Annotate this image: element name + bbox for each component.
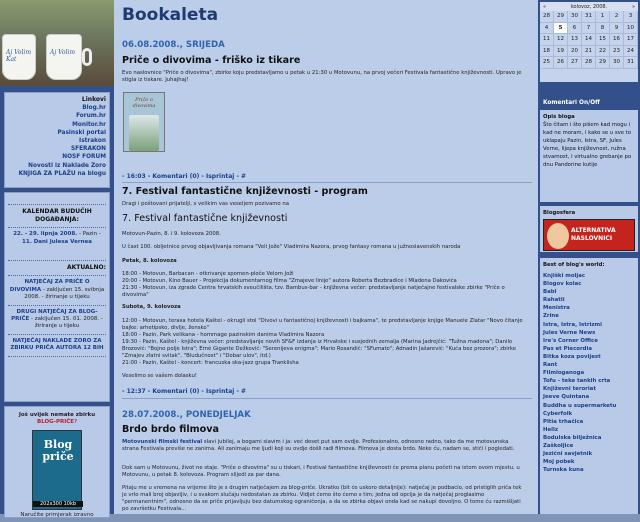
post-2-lead: Dragi i poštovani prijatelji, s velikim vas veseljem pozivamo na <box>122 201 289 207</box>
post-3-body-3: Pitaju me u vremena na vrijeme što je s drugim natječajem za blog-priče. Ukratko (bit će uskoro detaljnije): natječaj je podbacio, od pristiglih priča tek je vrlo mali broj objavljiv, i u svakom slučaju nedostatan za zbirku. Vidjet ćemo što ćemo s tim; jedna od opcija je da natječaj proglasimo "permanentnim", odnosno da se priče prijavljuju bez datumskog ograničenja, a da se zbirka objavi onda kad se nakupi dovoljno. O tome ću razmišljati po završetku Festivala... <box>122 485 522 512</box>
link-nosf-forum[interactable]: NOSF FORUM <box>62 154 106 161</box>
post-2-day1: Petak, 8. kolovoza <box>122 258 177 264</box>
book-promo-panel: Još uvijek nemate zbirku BLOG-PRIČE? Blog priče 202x300 10kb Naručite primjerak izravno <box>4 406 110 518</box>
best-of-link[interactable]: Blogov kolac <box>543 281 582 288</box>
calendar-day[interactable]: 12 <box>554 34 568 46</box>
calendar-day[interactable]: 30 <box>568 11 582 23</box>
best-of-link[interactable]: Bitka koza povijest <box>543 353 601 360</box>
calendar-day[interactable]: 14 <box>582 34 596 46</box>
calendar-day[interactable]: 20 <box>568 46 582 58</box>
post-2-permalink[interactable]: # <box>241 388 247 395</box>
post-3-body-2: Dok sam u Motovunu, život ne staje. "Priče o divovima" su u tiskari, i Festival fantastične književnosti će prema planu početi na istom ovom mjestu, u Motovunu, u petak 8. kolovoza. Program slijedi za par dana. <box>122 465 520 478</box>
calendar-day[interactable]: 2 <box>610 11 624 23</box>
calendar-day[interactable]: 9 <box>610 23 624 35</box>
link-monitor[interactable]: Monitor.hr <box>72 121 106 128</box>
best-of-link[interactable]: Jezični savjetnik <box>543 451 593 458</box>
calendar-prev-button[interactable]: « <box>543 3 547 10</box>
post-1-cover-text: Priče o divovima <box>132 97 156 109</box>
post-1-permalink[interactable]: # <box>241 173 247 180</box>
actual-item-1-link[interactable]: NATJEČAJ ZA PRIČE O DIVOVIMA <box>9 279 90 293</box>
calendar-day[interactable]: 6 <box>568 23 582 35</box>
best-of-link[interactable]: Rant <box>543 362 558 369</box>
calendar-day[interactable]: 24 <box>624 46 638 58</box>
best-of-link[interactable]: Buddha u supermarketu <box>543 402 617 409</box>
mug-right <box>46 34 82 80</box>
best-of-link[interactable]: Bodulska bilježnica <box>543 434 602 441</box>
actual-title: AKTUALNO: <box>66 264 106 272</box>
post-2-comments[interactable]: Komentari (0) <box>152 388 200 395</box>
best-of-link[interactable]: Jeeve Quintana <box>543 394 590 401</box>
order-text: Naručite primjerak izravno <box>20 511 94 518</box>
right-sidebar <box>538 0 640 514</box>
calendar-next-button[interactable]: » <box>631 3 635 10</box>
calendar-day[interactable]: 15 <box>596 34 610 46</box>
book-cover-blog-price[interactable] <box>32 430 82 510</box>
about-text: Što čitam i što pišem kad mogu i kad ne moram, i kako se u sve to uklapaju Pazin, Istra, SF, Jules Verne, lijepa književnost, ružna stvarnost, i virtualno grebanje po dnu Pandorine kutije <box>543 122 632 168</box>
calendar-day[interactable]: 10 <box>624 23 638 35</box>
best-of-link[interactable]: Istra, Istra, Istrizmi <box>543 321 602 328</box>
post-2-time[interactable]: 12:37 <box>126 388 146 395</box>
blog-title[interactable]: Bookaleta <box>122 5 219 25</box>
post-3-festival-link[interactable]: Motovunski filmski festival <box>122 439 203 445</box>
best-of-link[interactable]: Menistra <box>543 305 570 312</box>
alternativa-banner[interactable] <box>543 219 635 251</box>
calendar-day[interactable]: 8 <box>596 23 610 35</box>
best-of-link[interactable]: Turnska kuna <box>543 467 584 474</box>
post-1-comments[interactable]: Komentari (0) <box>152 173 200 180</box>
actual-item-1: NATJEČAJ ZA PRIČE O DIVOVIMA - zaključen 15. svibnja 2008. - žiriranje u tijeku <box>9 279 105 301</box>
calendar-day[interactable]: 11 <box>540 34 554 46</box>
calendar-header <box>540 2 638 11</box>
calendar-day[interactable]: 16 <box>610 34 624 46</box>
best-of-link[interactable]: Zrine <box>543 313 559 320</box>
actual-item-2: DRUGI NATJEČAJ ZA BLOG-PRIČE - zaključen 15. 01. 2008. - žiriranje u tijeku <box>11 308 103 330</box>
book-promo-red: BLOG-PRIČE <box>36 419 75 426</box>
post-2-title[interactable]: 7. Festival fantastične književnosti - program <box>122 186 368 197</box>
about-panel <box>540 110 638 202</box>
best-of-title: Best of blog's world: <box>543 262 605 268</box>
book-cover-footer: 202x300 10kb <box>33 501 83 507</box>
links-panel <box>4 92 110 188</box>
best-of-link[interactable]: Hellz <box>543 426 559 433</box>
post-2-place: Motovun-Pazin, 8. i 9. kolovoza 2008. <box>122 231 221 237</box>
post-2-outro: Veselimo se vašem dolasku! <box>122 373 197 379</box>
post-2-subtitle: 7. Festival fantastične književnosti <box>122 213 288 224</box>
blogosphere-panel <box>540 206 638 252</box>
post-1-time[interactable]: 16:03 <box>126 173 146 180</box>
calendar-day[interactable]: 17 <box>624 34 638 46</box>
comments-toggle[interactable]: Komentari On/Off <box>543 100 600 106</box>
best-of-list <box>543 272 635 474</box>
actual-item-3-link[interactable]: NATJEČAJ NAKLADE ZORO ZA ZBIRKU PRIČA AUTORA 12 BIH <box>10 337 104 352</box>
calendar-day[interactable]: 19 <box>554 46 568 58</box>
main-content <box>114 0 538 514</box>
link-knjiga-za-plazu[interactable]: KNJIGA ZA PLAŽU na blogu <box>18 170 106 177</box>
post-2-day2: Subota, 9. kolovoza <box>122 304 181 310</box>
mug-left-text: Aj Volim Kat <box>6 49 32 63</box>
calendar-day[interactable]: 13 <box>568 34 582 46</box>
best-of-link[interactable]: Jules Verne News <box>543 329 596 336</box>
post-3-date: 28.07.2008., PONEDJELJAK <box>122 410 251 420</box>
events-panel <box>4 192 110 402</box>
calendar-day[interactable]: 29 <box>596 57 610 69</box>
link-sferakon[interactable]: SFERAKON <box>70 146 106 153</box>
link-novosti-zoro[interactable]: Novosti iz Naklade Zoro <box>28 162 106 169</box>
calendar-day[interactable]: 25 <box>540 57 554 69</box>
link-forum[interactable]: Forum.hr <box>76 113 106 120</box>
post-2-day2-lines: 12:00 - Motovun, terasa hotela Kaštel - okrugli stol "Divovi u fantastičnoj književnosti i bajkama", te predstavljanje knjige Manuele Zlatar "Novo čitanje bajke: arhetipsko, divlje, žensko" 18:00 - Pazin, Park velikana - hommage pazinskim danima Vladimira Nazora 19:30 - Pazin, Kaštel - književna večer: predstavljanje novih SF&F izdanja iz Hrvatske i susjednih zemalja (Marina Jadrejčić: "Tužna madona"; Danilo Brozović: "Bojno polje Istra"; Ernè Gigante Dežković: "Serenijeva enigma"; Mario Rosandić: "SFumato"; Adnadin Jašarević: "Kuća bez prozora"; zbirke "Zmajev zlatni svitak", "Bludučnost" i "Dobar ulov", itd.) 21:00 - Pazin, Kaštel - koncert: francuska ska-jazz grupa Tranklisha <box>122 318 523 366</box>
mug-handle <box>82 48 92 66</box>
link-pasinski-portal[interactable]: Pasinski portal <box>57 129 106 136</box>
best-of-link[interactable]: Knjiški moljac <box>543 273 586 279</box>
calendar-day[interactable]: 28 <box>540 11 554 23</box>
post-1-cover-image[interactable] <box>123 92 165 152</box>
link-istrakon[interactable]: Istrakon <box>79 138 106 145</box>
calendar-day[interactable]: 29 <box>554 11 568 23</box>
link-blog[interactable]: Blog.hr <box>82 105 106 112</box>
post-2-meta: - 12:37 - Komentari (0) - Isprintaj - # <box>122 388 247 395</box>
post-1-print[interactable]: Isprintaj <box>206 173 235 180</box>
banner-text: ALTERNATIVA NASLOVNICI <box>571 227 616 242</box>
actual-item-3 <box>8 338 106 353</box>
best-of-link[interactable]: Zaškoljice <box>543 442 574 449</box>
calendar-grid <box>540 11 638 69</box>
book-cover-title: Blog priče <box>42 437 74 463</box>
event-sep: - Pazin - <box>77 231 101 238</box>
calendar-day[interactable]: 22 <box>596 46 610 58</box>
best-of-panel <box>540 258 638 514</box>
left-sidebar <box>0 0 114 518</box>
calendar-day[interactable]: 27 <box>568 57 582 69</box>
book-promo-title: Još uvijek nemate zbirku <box>18 412 96 418</box>
about-title: Opis bloga <box>543 114 575 120</box>
calendar-title: KALENDAR BUDUĆIH DOGAĐANJA: <box>22 208 92 224</box>
best-of-link[interactable]: Ire's Corner Office <box>543 337 598 344</box>
calendar-day[interactable]: 31 <box>624 57 638 69</box>
calendar-day[interactable]: 1 <box>596 11 610 23</box>
post-2-day1-lines: 18:00 - Motovun, Barbacan - otkrivanje spomen-ploče Velom Joži 20:00 - Motovun, Kino Bauer - Projekcija dokumentarnog filma "Zmajeve linije" autora Roberta Bezbradice i Mladena Dakovića 21:30 - Motovun, iza zgrade Centra hrvatskih sveučilišta, tzv. Bambus-bar - književna večer: predstavljanje natječajne festivalske zbirke "Priče o divovima" <box>122 271 505 298</box>
calendar-month: kolovoz, 2008. <box>570 3 608 10</box>
calendar-day[interactable]: 28 <box>582 57 596 69</box>
best-of-link[interactable]: Babl <box>543 289 557 296</box>
event-dates: 22. - 29. lipnja 2008. <box>13 231 78 238</box>
post-2-print[interactable]: Isprintaj <box>206 388 235 395</box>
links-title: Linkovi <box>81 96 106 103</box>
calendar-day[interactable]: 30 <box>610 57 624 69</box>
best-of-link[interactable]: Književni teroriat <box>543 386 596 393</box>
calendar-day[interactable]: 21 <box>582 46 596 58</box>
calendar-day[interactable]: 18 <box>540 46 554 58</box>
best-of-link[interactable]: Pas et Piecordia <box>543 345 592 352</box>
post-3-title[interactable]: Brdo brdo filmova <box>122 424 219 435</box>
calendar-widget <box>540 2 638 82</box>
calendar-day[interactable]: 4 <box>540 23 554 35</box>
calendar-day[interactable]: 3 <box>624 11 638 23</box>
event-title-link[interactable]: 11. Dani Julesa Vernea <box>22 238 92 245</box>
post-1-meta: - 16:03 - Komentari (0) - Isprintaj - # <box>122 173 247 180</box>
best-of-link[interactable]: Rahatli <box>543 297 565 304</box>
calendar-day[interactable]: 5 <box>554 23 568 35</box>
best-of-link[interactable]: Cyberfolk <box>543 410 573 417</box>
banner-face <box>547 223 569 249</box>
calendar-day[interactable]: 31 <box>582 11 596 23</box>
header-photo <box>0 0 114 86</box>
best-of-link[interactable]: Pltia trhačica <box>543 418 584 425</box>
actual-item-2-link[interactable]: DRUGI NATJEČAJ ZA BLOG-PRIČE <box>11 308 98 323</box>
post-1-date: 06.08.2008., SRIJEDA <box>122 40 225 50</box>
best-of-link[interactable]: Moj pobek <box>543 459 575 466</box>
post-2-intro: U čast 100. obljetnice prvog objavljivanja romana "Veli Jože" Vladimira Nazora, prvog fantasy romana u južnoslavenskih naroda <box>122 244 461 250</box>
post-1-title[interactable]: Priče o divovima - friško iz tikare <box>122 55 301 66</box>
post-1-body: Evo naslovnice "Priče o divovima", zbirke koju predstavljamo u petak u 21:30 u Motovunu, na prvoj večeri Festivala fantastične književnosti. Upravo je stigla iz tiskare. Juhajhaj! <box>122 70 522 83</box>
mug-left <box>2 34 36 80</box>
blogosphere-title: Blogosfera <box>543 210 576 216</box>
best-of-link[interactable]: Filmloganoga <box>543 370 585 377</box>
best-of-link[interactable]: Tofu - teke tankih crta <box>543 378 611 385</box>
calendar-day[interactable]: 7 <box>582 23 596 35</box>
mug-right-text: Aj Volim <box>50 49 76 56</box>
post-3-body-1: Motovunski filmski festival slavi jubilej, a bogami slavim i ja: već deset put sam ovdje. Profesionalno, odnosno radno, tako da me motovunska strana Festivala previše ne zanima. Ali zanimaju me ljudi koji su ovdje došli radi filmova. Filmova je dosta brdo. Neke ću, nadam se, stići i pogledati. <box>122 439 515 452</box>
calendar-day[interactable]: 23 <box>610 46 624 58</box>
calendar-event <box>8 231 106 246</box>
calendar-day[interactable]: 26 <box>554 57 568 69</box>
